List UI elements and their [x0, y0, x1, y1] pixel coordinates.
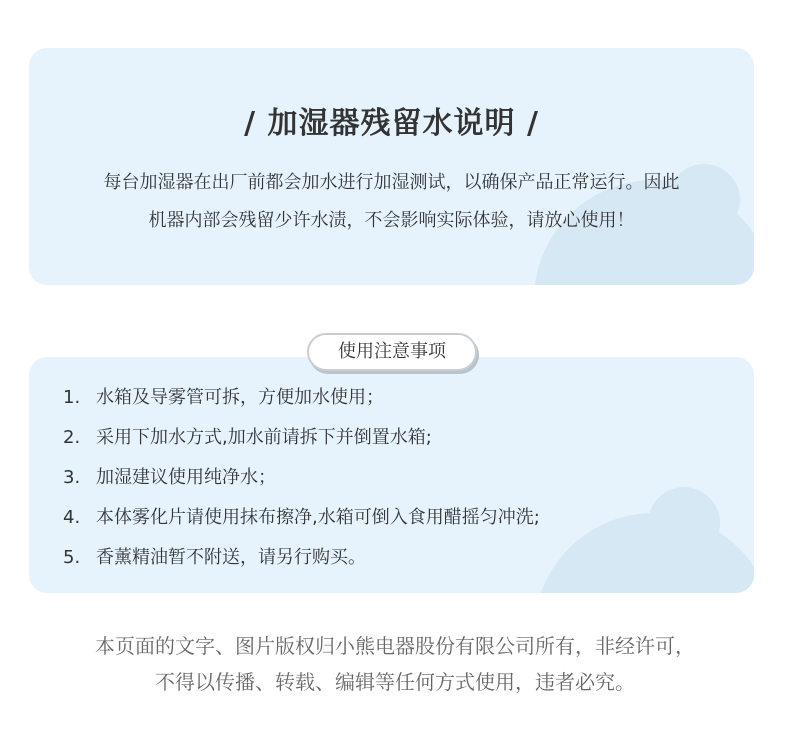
copyright-notice-line-1: 本页面的文字、图片版权归小熊电器股份有限公司所有，非经许可， — [95, 634, 695, 658]
residual-water-text-line-1: 每台加湿器在出厂前都会加水进行加湿测试，以确保产品正常运行。因此 — [103, 172, 680, 193]
residual-water-title: / 加湿器残留水说明 / — [244, 106, 539, 141]
list-item — [63, 423, 540, 463]
residual-water-card — [29, 48, 754, 285]
residual-water-text-line-2: 机器内部会残留少许水渍，不会影响实际体验，请放心使用！ — [148, 210, 635, 231]
list-item — [63, 383, 540, 423]
list-item-number: 5. — [63, 547, 81, 568]
list-item-number: 1. — [63, 387, 81, 408]
usage-notes-list — [63, 383, 540, 583]
list-item-text: 香薰精油暂不附送，请另行购买。 — [96, 547, 366, 568]
list-item-number: 2. — [63, 427, 81, 448]
list-item-number: 3. — [63, 467, 81, 488]
list-item-text: 本体雾化片请使用抹布擦净,水箱可倒入食用醋摇匀冲洗; — [96, 507, 540, 528]
bear-silhouette-icon — [534, 483, 754, 593]
list-item-number: 4. — [63, 507, 81, 528]
list-item — [63, 543, 540, 583]
list-item-text: 采用下加水方式,加水前请拆下并倒置水箱; — [96, 427, 432, 448]
list-item-text: 加湿建议使用纯净水； — [96, 467, 276, 488]
list-item — [63, 503, 540, 543]
list-item — [63, 463, 540, 503]
copyright-notice-line-2: 不得以传播、转载、编辑等任何方式使用，违者必究。 — [155, 670, 635, 694]
list-item-text: 水箱及导雾管可拆，方便加水使用； — [96, 387, 384, 408]
usage-notes-heading-badge: 使用注意事项 — [307, 333, 477, 371]
usage-notes-card — [29, 357, 754, 593]
